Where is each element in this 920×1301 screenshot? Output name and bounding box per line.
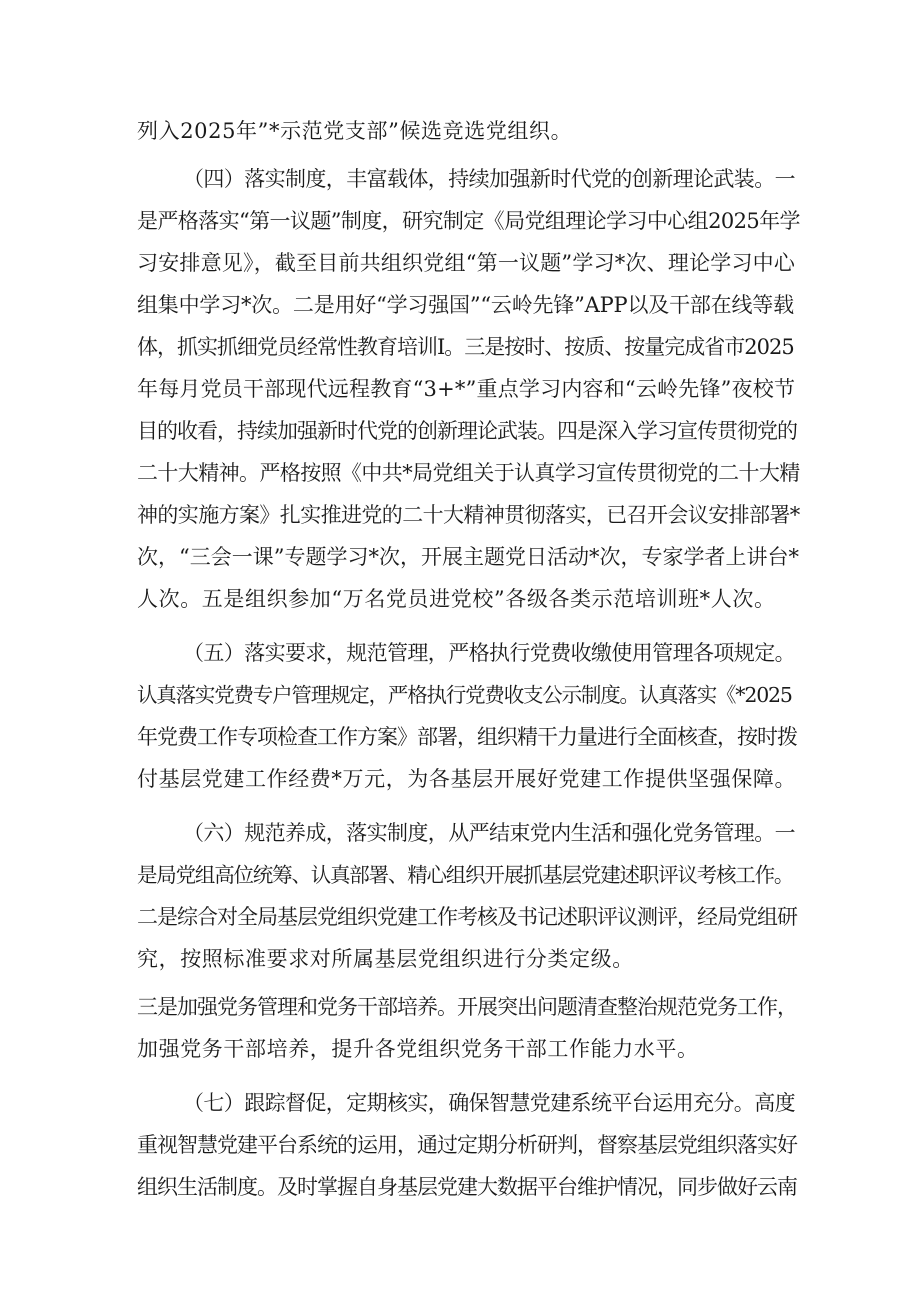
text-line: 二十大精神。严格按照《中共*局党组关于认真学习宣传贯彻党的二十大精 — [137, 461, 800, 485]
text-line: 重视智慧党建平台系统的运用，通过定期分析研判，督察基层党组织落实好 — [137, 1133, 797, 1157]
text-line: 付基层党建工作经费*万元，为各基层开展好党建工作提供坚强保障。 — [137, 767, 797, 791]
text-line: 究，按照标准要求对所属基层党组织进行分类定级。 — [137, 947, 634, 971]
section-heading-4: （四）落实制度，丰富载体，持续加强新时代党的创新理论武装。一 — [183, 167, 795, 191]
text-line: 年每月党员干部现代远程教育“3+*”重点学习内容和“云岭先锋”夜校节 — [137, 377, 796, 401]
text-line: 组织生活制度。及时掌握自身基层党建大数据平台维护情况，同步做好云南 — [137, 1175, 797, 1199]
section-heading-7: （七）跟踪督促，定期核实，确保智慧党建系统平台运用充分。高度 — [183, 1091, 795, 1115]
text-line: 目的收看，持续加强新时代党的创新理论武装。四是深入学习宣传贯彻党的 — [137, 419, 797, 443]
text-line: 组集中学习*次。二是用好“学习强国”“云岭先锋”APP以及干部在线等载 — [137, 293, 794, 317]
text-line: 三是加强党务管理和党务干部培养。开展突出问题清查整治规范党务工作， — [137, 995, 797, 1019]
text-line: 人次。五是组织参加“万名党员进党校”各级各类示范培训班*人次。 — [137, 587, 776, 611]
text-line: 列入2025年”*示范党支部”候选竞选党组织。 — [137, 119, 573, 143]
section-heading-6: （六）规范养成，落实制度，从严结束党内生活和强化党务管理。一 — [183, 821, 795, 845]
text-line: 体，抓实抓细党员经常性教育培训I。三是按时、按质、按量完成省市2025 — [137, 335, 794, 359]
text-line: 次，“三会一课”专题学习*次，开展主题党日活动*次，专家学者上讲台* — [137, 545, 799, 569]
text-line: 是局党组高位统筹、认真部署、精心组织开展抓基层党建述职评议考核工作。 — [137, 863, 794, 887]
text-line: 认真落实党费专户管理规定，严格执行党费收支公示制度。认真落实《*2025 — [137, 683, 792, 707]
text-line: 加强党务干部培养，提升各党组织党务干部工作能力水平。 — [137, 1037, 699, 1061]
text-line: 是严格落实“第一议题”制度，研究制定《局党组理论学习中心组2025年学 — [137, 209, 800, 233]
text-line: 年党费工作专项检查工作方案》部署，组织精干力量进行全面核查，按时拨 — [137, 725, 797, 749]
text-line: 二是综合对全局基层党组织党建工作考核及书记述职评议测评，经局党组研 — [137, 905, 797, 929]
text-line: 习安排意见》，截至目前共组织党组“第一议题”学习*次、理论学习中心 — [137, 251, 796, 275]
section-heading-5: （五）落实要求，规范管理，严格执行党费收缴使用管理各项规定。 — [183, 641, 795, 665]
text-line: 神的实施方案》扎实推进党的二十大精神贯彻落实，已召开会议安排部署* — [137, 503, 800, 527]
